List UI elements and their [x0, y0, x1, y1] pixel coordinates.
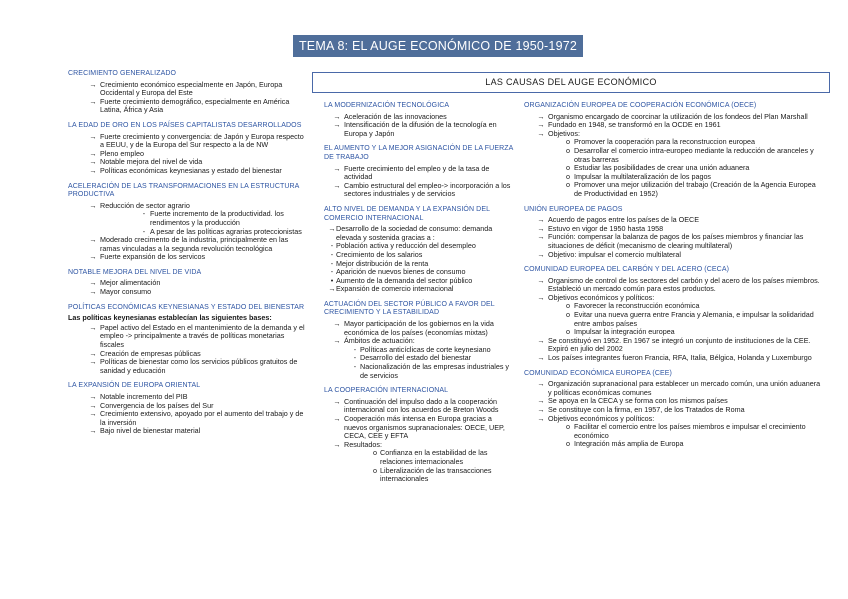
list-item — [524, 147, 824, 164]
list-item-text: Acuerdo de pagos entre los países de la OECE — [548, 215, 700, 225]
bullet-arrow-icon: → — [537, 413, 545, 423]
bullet-dot-icon: • — [330, 275, 334, 285]
list-item-text: Fuerte crecimiento y convergencia: de Japón y Europa respecto a EEUU, y de la Europa del Sur respecto a la de NW — [100, 131, 304, 150]
section-heading: COMUNIDAD EUROPEA DEL CARBÓN Y DEL ACERO (CECA) — [524, 266, 730, 274]
bullet-small-icon: o — [566, 422, 570, 432]
bullet-small-icon: o — [566, 171, 570, 181]
bullet-small-icon: o — [566, 439, 570, 449]
list-item-text: Crecimiento extensivo, apoyado por el aumento del trabajo y de la inversión — [100, 409, 304, 427]
bullet-dash-icon: - — [330, 241, 334, 251]
bullet-arrow-icon: → — [89, 252, 97, 262]
list-item-text: Expansión de comercio internacional — [336, 284, 454, 294]
bullet-small-icon: o — [566, 180, 570, 190]
bullet-arrow-icon: → — [89, 287, 97, 297]
bullet-arrow-icon: → — [89, 200, 97, 210]
bullet-dash-icon: - — [330, 267, 334, 277]
list-item-text: Intensificación de la difusión de la tecnología en Europa y Japón — [344, 120, 497, 138]
bullet-arrow-icon: → — [537, 275, 545, 285]
list-item — [324, 285, 514, 294]
list-item-text: Objetivos: — [548, 128, 580, 138]
list-item-text: Fuerte crecimiento del empleo y de la tasa de actividad — [344, 163, 490, 182]
bullet-arrow-icon: → — [333, 414, 341, 423]
bullet-dash-icon: - — [353, 362, 357, 372]
bullet-arrow-icon: → — [89, 357, 97, 367]
bullet-arrow-icon: → — [537, 120, 545, 130]
list-item-text: Fundado en 1948, se transformó en la OCDE en 1961 — [548, 120, 721, 130]
list-item-text: Evitar una nueva guerra entre Francia y Alemania, e impulsar la solidaridad entre ambos países — [574, 310, 814, 328]
list-item-text: Objetivos económicos y políticos: — [548, 292, 655, 302]
list-item — [68, 358, 308, 375]
list-item-text: Impulsar la multilateralización de los pagos — [574, 171, 712, 181]
bullet-small-icon: o — [373, 465, 377, 475]
list-item-text: Organización supranacional para establecer un mercado común, una unión aduanera y políticas económicas comunes — [548, 379, 821, 397]
list-item-text: Cooperación más intensa en Europa gracias a nuevos organismos supranacionales: OECE, UEP, CECA, CEE y EFTA — [344, 414, 505, 441]
list-item — [68, 410, 308, 427]
list-item — [324, 363, 514, 380]
section-heading: ACTUACIÓN DEL SECTOR PÚBLICO A FAVOR DEL CRECIMIENTO Y LA ESTABILIDAD — [324, 300, 495, 317]
list-item-text: Convergencia de los países del Sur — [100, 400, 214, 410]
bullet-arrow-icon: → — [89, 400, 97, 410]
section-heading: ALTO NIVEL DE DEMANDA Y LA EXPANSIÓN DEL COMERCIO INTERNACIONAL — [324, 205, 490, 222]
bullet-small-icon: o — [566, 301, 570, 311]
bullet-arrow-icon: → — [89, 409, 97, 419]
bullet-arrow-icon: → — [333, 120, 341, 130]
list-item-text: Políticas anticíclicas de corte keynesiano — [360, 344, 491, 354]
list-item-text: Mayor participación de los gobiernos en la vida económica de los países (economías mixtas) — [344, 319, 494, 337]
list-item-text: Nacionalización de las empresas industriales y de servicios — [360, 362, 510, 380]
list-item — [524, 380, 824, 397]
list-item-text: Estuvo en vigor de 1950 hasta 1958 — [548, 223, 664, 233]
bullet-arrow-icon: → — [333, 439, 341, 449]
section-heading: UNIÓN EUROPEA DE PAGOS — [524, 205, 623, 213]
middle-column — [324, 102, 514, 484]
list-item — [324, 182, 514, 199]
list-item-text: Notable mejora del nivel de vida — [100, 157, 203, 167]
bullet-small-icon: o — [373, 448, 377, 458]
list-item-text: Liberalización de las transacciones internacionales — [380, 465, 492, 484]
list-item-text: Ámbitos de actuación: — [344, 336, 415, 346]
bullet-small-icon: o — [566, 145, 570, 155]
bullet-arrow-icon: → — [89, 322, 97, 332]
list-item-text: Moderado crecimento de la industria, principalmente en las ramas vinculadas a la segunda revolución tecnológica — [100, 235, 289, 253]
list-item-text: Fuerte incremento de la productividad. los rendimentos y la producción — [150, 209, 284, 227]
list-item-text: Integración más amplia de Europa — [574, 439, 684, 449]
list-item-text: Aceleración de las innovaciones — [344, 111, 447, 121]
list-item — [324, 398, 514, 415]
list-item-text: Favorecer la reconstrucción económica — [574, 301, 700, 311]
section-heading: LA MODERNIZACIÓN TECNOLÓGICA — [324, 102, 450, 109]
bullet-arrow-icon: → — [537, 249, 545, 259]
list-item — [524, 337, 824, 354]
bullet-small-icon: o — [566, 310, 570, 320]
list-item-text: Mayor consumo — [100, 287, 152, 297]
list-item-text: Resultados: — [344, 439, 382, 449]
bullet-arrow-icon: → — [537, 353, 545, 363]
list-item — [524, 354, 824, 363]
list-item — [524, 311, 824, 328]
list-item-text: Desarrollo de la sociedad de consumo: demanda elevada y sostenida gracias a : — [336, 224, 493, 242]
bullet-arrow-icon: → — [328, 224, 336, 234]
bullet-small-icon: o — [566, 163, 570, 173]
list-item — [524, 233, 824, 250]
list-item-text: Estudiar las posibilidades de crear una unión aduanera — [574, 163, 750, 173]
list-item-text: Fuerte crecimiento demográfico, especialmente en América Latina, África y Asia — [100, 96, 290, 115]
bullet-arrow-icon: → — [333, 180, 341, 190]
section-heading: LA EDAD DE ORO EN LOS PAÍSES CAPITALISTAS DESARROLLADOS — [68, 121, 302, 129]
list-item — [68, 167, 308, 176]
bullet-arrow-icon: → — [89, 131, 97, 141]
list-item — [524, 251, 824, 260]
list-item — [324, 225, 514, 242]
list-item-text: Promover una mejor utilización del trabajo (Creación de la Agencia Europea de Productividad en 1952) — [574, 180, 816, 198]
list-item-text: Cambio estructural del empleo-> incorporación a los sectores industriales y de servicios — [344, 180, 511, 199]
bullet-dash-icon: - — [142, 209, 146, 219]
section-heading: POLÍTICAS ECONÓMICAS KEYNESIANAS Y ESTADO DEL BIENESTAR — [68, 303, 305, 311]
bullet-arrow-icon: → — [89, 348, 97, 358]
list-item — [524, 423, 824, 440]
list-item-text: Población activa y reducción del desempleo — [336, 241, 476, 251]
bullet-arrow-icon: → — [89, 148, 97, 158]
bullet-arrow-icon: → — [537, 128, 545, 138]
list-item-text: Aumento de la demanda del sector público — [336, 275, 473, 285]
causes-title: LAS CAUSAS DEL AUGE ECONÓMICO — [312, 72, 830, 93]
left-column — [68, 70, 308, 436]
list-item-text: Reducción de sector agrario — [100, 200, 190, 210]
list-item — [324, 415, 514, 441]
page-title: TEMA 8: EL AUGE ECONÓMICO DE 1950-1972 — [293, 35, 583, 57]
section-lead: Las políticas keynesianas establecían las siguientes bases: — [68, 313, 272, 323]
list-item — [68, 236, 308, 253]
section-heading: LA COOPERACIÓN INTERNACIONAL — [324, 387, 449, 395]
list-item-text: Crecimiento de los salarios — [336, 249, 423, 259]
bullet-arrow-icon: → — [537, 335, 545, 345]
list-item-text: Desarrollo del estado del bienestar — [360, 353, 472, 363]
list-item-text: Notable incremento del PIB — [100, 392, 188, 401]
bullet-dash-icon: - — [142, 226, 146, 236]
list-item-text: Políticas económicas keynesianas y estado del bienestar — [100, 165, 282, 175]
bullet-arrow-icon: → — [537, 215, 545, 225]
section-heading: LA EXPANSIÓN DE EUROPA ORIENTAL — [68, 382, 201, 390]
list-item-text: Bajo nivel de bienestar material — [100, 426, 201, 436]
list-item-text: Papel activo del Estado en el mantenimiento de la demanda y el empleo -> principalmente a través de políticas monetarias fiscales — [100, 322, 305, 350]
list-item-text: Los países integrantes fueron Francia, RFA, Italia, Bélgica, Holanda y Luxemburgo — [548, 353, 812, 363]
bullet-arrow-icon: → — [333, 163, 341, 173]
bullet-arrow-icon: → — [537, 111, 545, 121]
list-item-text: Se constituyó en 1952. En 1967 se integró un conjunto de instituciones de la CEE. Expiró en julio del 2002 — [548, 335, 811, 354]
section-heading: NOTABLE MEJORA DEL NIVEL DE VIDA — [68, 268, 202, 276]
list-item-text: Pleno empleo — [100, 148, 144, 158]
list-item-text: Objetivo: impulsar el comercio multilateral — [548, 249, 682, 259]
section-heading: ORGANIZACIÓN EUROPEA DE COOPERACIÓN ECONÓMICA (OECE) — [524, 102, 757, 109]
bullet-arrow-icon: → — [537, 405, 545, 414]
list-item-text: Aparición de nuevos bienes de consumo — [336, 267, 466, 277]
bullet-arrow-icon: → — [333, 111, 341, 121]
section-heading: EL AUMENTO Y LA MEJOR ASIGNACIÓN DE LA FUERZA DE TRABAJO — [324, 145, 514, 161]
list-item-text: Promover la cooperación para la reconstruccion europea — [574, 137, 755, 147]
list-item-text: Mejor distribución de la renta — [336, 258, 429, 268]
list-item-text: Crecimiento económico especialmente en Japón, Europa Occidental y Europa del Este — [100, 79, 283, 98]
bullet-arrow-icon: → — [328, 284, 336, 294]
bullet-dash-icon: - — [353, 344, 357, 354]
list-item-text: Políticas de bienestar como los servicios públicos gratuitos de sanidad y educación — [100, 357, 298, 375]
bullet-arrow-icon: → — [537, 223, 545, 233]
list-item — [324, 121, 514, 138]
bullet-small-icon: o — [566, 327, 570, 337]
list-item — [524, 181, 824, 198]
bullet-small-icon: o — [566, 137, 570, 147]
list-item-text: Se apoya en la CECA y se forma con los mismos países — [548, 396, 728, 406]
bullet-arrow-icon: → — [333, 336, 341, 346]
list-item-text: Fuerte expansión de los servicos — [100, 252, 206, 262]
section-heading: CRECIMIENTO GENERALIZADO — [68, 70, 177, 77]
list-item — [68, 427, 308, 436]
list-item — [68, 133, 308, 150]
list-item-text: Organismo encargado de coorcinar la utilización de los fondeos del Plan Marshall — [548, 111, 808, 121]
list-item — [324, 467, 514, 484]
list-item-text: Objetivos económicos y políticos: — [548, 413, 655, 423]
list-item-text: Facilitar el comercio entre los países miembros e impulsar el crecimiento económico — [574, 422, 806, 440]
list-item — [68, 98, 308, 115]
list-item-text: Desarrollar el comercio intra-europeo mediante la reducción de aranceles y otras barreras — [574, 145, 814, 164]
bullet-arrow-icon: → — [89, 157, 97, 167]
list-item — [324, 449, 514, 466]
list-item — [68, 253, 308, 262]
list-item — [68, 288, 308, 297]
bullet-arrow-icon: → — [89, 96, 97, 106]
bullet-arrow-icon: → — [89, 426, 97, 436]
bullet-dash-icon: - — [330, 258, 334, 268]
bullet-arrow-icon: → — [89, 235, 97, 245]
list-item-text: Continuación del impulso dado a la cooperación internacional con los acuerdos de Breton Woods — [344, 396, 499, 415]
list-item-text: Se constituye con la firma, en 1957, de los Tratados de Roma — [548, 405, 745, 414]
bullet-dash-icon: - — [330, 249, 334, 259]
list-item-text: A pesar de las políticas agrarias proteccionistas — [150, 226, 302, 236]
bullet-arrow-icon: → — [537, 292, 545, 302]
bullet-arrow-icon: → — [333, 396, 341, 406]
list-item-text: Creación de empresas públicas — [100, 348, 201, 358]
bullet-dash-icon: - — [353, 353, 357, 363]
bullet-arrow-icon: → — [537, 396, 545, 406]
bullet-arrow-icon: → — [537, 232, 545, 242]
section-heading: COMUNIDAD ECONÓMICA EUROPEA (CEE) — [524, 369, 672, 377]
list-item-text: Mejor alimentación — [100, 278, 161, 288]
list-item — [68, 210, 308, 227]
list-item — [324, 320, 514, 337]
bullet-arrow-icon: → — [89, 278, 97, 288]
list-item — [68, 81, 308, 98]
bullet-arrow-icon: → — [537, 379, 545, 389]
bullet-arrow-icon: → — [89, 392, 97, 401]
list-item-text: Función: compensar la balanza de pagos de los países miembros y financiar las situaciones de déficit (mecanismo de clearing multilateral) — [548, 232, 804, 250]
list-item — [524, 277, 824, 294]
bullet-arrow-icon: → — [89, 79, 97, 89]
list-item — [68, 324, 308, 350]
bullet-arrow-icon: → — [333, 319, 341, 329]
bullet-arrow-icon: → — [89, 165, 97, 175]
list-item-text: Organismo de control de los sectores del carbón y del acero de los países miembros. Estableció un mercado común para estos productos. — [548, 275, 820, 294]
list-item-text: Confianza en la estabilidad de las relaciones internacionales — [380, 448, 488, 466]
section-heading: ACELERACIÓN DE LAS TRANSFORMACIONES EN LA ESTRUCTURA PRODUCTIVA — [68, 182, 300, 199]
list-item — [524, 440, 824, 449]
right-column — [524, 102, 824, 449]
list-item — [324, 165, 514, 182]
list-item-text: Impulsar la integración europea — [574, 327, 675, 337]
